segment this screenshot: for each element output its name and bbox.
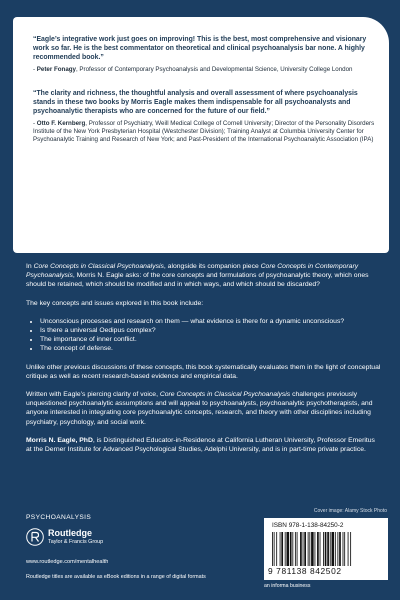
publisher-url[interactable]: www.routledge.com/mentalhealth [26, 559, 109, 565]
book-description [26, 262, 382, 463]
description-paragraph-1 [26, 262, 382, 290]
companion-title: Core Concepts in Contemporary Psychoanalysis [26, 263, 359, 280]
list-item: • Is there a universal Oedipus complex? [40, 326, 382, 335]
endorsement-quote-1: “Eagle’s integrative work just goes on improving! This is the best, most comprehensive and visionary work so far. He is the best commentator on theoretical and clinical psychoanalysis bar none. A highly recommended book.” [33, 36, 367, 62]
barcode-icon [272, 532, 380, 566]
cover-image-credit: Cover image: Alamy Stock Photo [313, 508, 387, 514]
endorser-name: Peter Fonagy [36, 66, 76, 74]
publisher-name: Routledge [48, 528, 92, 538]
description-paragraph-4 [26, 390, 382, 427]
text-run: , alongside its companion piece [163, 263, 261, 270]
attribution-dash: - [33, 66, 37, 74]
endorsement-attribution-1 [33, 66, 375, 74]
text-run: challenges previously unquestioned psychoanalytic assumptions and will appeal to psychoanalysts, psychoanalytic psychotherapists, and anyone interested in integrating core psychoanalytic concepts, research, and theory with other disciplines including psychiatry, psychology, and social work. [26, 391, 373, 426]
ean-number: 9 781138 842502 [268, 566, 342, 576]
publisher-group: Taylor & Francis Group [48, 539, 104, 545]
isbn-text: ISBN 978-1-138-84250-2 [272, 522, 344, 529]
author-bio-text: , is Distinguished Educator-in-Residence at California Lutheran University, Professor Emeritus at the Derner Institute for Advanced Psychological Studies, Adelphi University, and is in part-time private practice. [26, 436, 375, 454]
author-name: Morris N. Eagle, PhD [26, 436, 93, 444]
text-run: Written with Eagle’s piercing clarity of voice, [26, 391, 160, 399]
routledge-logo-icon [26, 528, 44, 546]
description-paragraph-3: Unlike other previous discussions of these concepts, this book systematically evaluates them in the light of conceptual critique as well as recent research-based evidence and empirical data. [26, 363, 381, 380]
endorser-name: Otto F. Kernberg [36, 119, 86, 127]
list-item: • The importance of inner conflict. [40, 335, 382, 344]
book-title: Core Concepts in Classical Psychoanalysis [159, 391, 291, 399]
text-run: , Morris N. Eagle asks: of the core concepts and formulations of psychoanalytic theory, which ones should be retained, which should be modified and in which ways, and which should be discarded? [26, 272, 369, 289]
endorser-credentials: , Professor of Psychiatry, Weill Medical College of Cornell University; Director of the Personality Disorders Institute of the New York Presbyterian Hospital (Westchester Division); Training Analyst at Columbia University Center for Psychoanalytic Training and Research of New York; and Past-President of the International Psychoanalytic Association (IPA) [33, 119, 375, 144]
ebook-note: Routledge titles are available as eBook editions in a range of digital formats [26, 574, 206, 580]
description-paragraph-2: The key concepts and issues explored in this book include: [26, 299, 204, 307]
author-bio [26, 436, 382, 454]
attribution-dash: - [33, 119, 37, 127]
book-title: Core Concepts in Classical Psychoanalysis [33, 263, 164, 270]
subject-category: PSYCHOANALYSIS [26, 514, 92, 521]
endorsement-attribution-2 [33, 120, 375, 145]
imprint-note: an informa business [264, 583, 311, 589]
key-concepts-list [26, 317, 382, 354]
list-item: • Unconscious processes and research on them — what evidence is there for a dynamic unconscious? [40, 317, 382, 326]
endorser-credentials: , Professor of Contemporary Psychoanalysis and Developmental Science, University College London [75, 66, 353, 74]
endorsement-quote-2: “The clarity and richness, the thoughtful analysis and overall assessment of where psychoanalysis stands in these two books by Morris Eagle makes them indispensable for all psychoanalysts and psychoanalytic therapists who are concerned for the future of our field.” [33, 89, 358, 115]
endorsements-panel [13, 17, 389, 253]
barcode-panel [264, 518, 388, 580]
cover-footer [0, 492, 400, 600]
list-item: • The concept of defense. [40, 344, 382, 353]
text-run: In [26, 263, 34, 270]
